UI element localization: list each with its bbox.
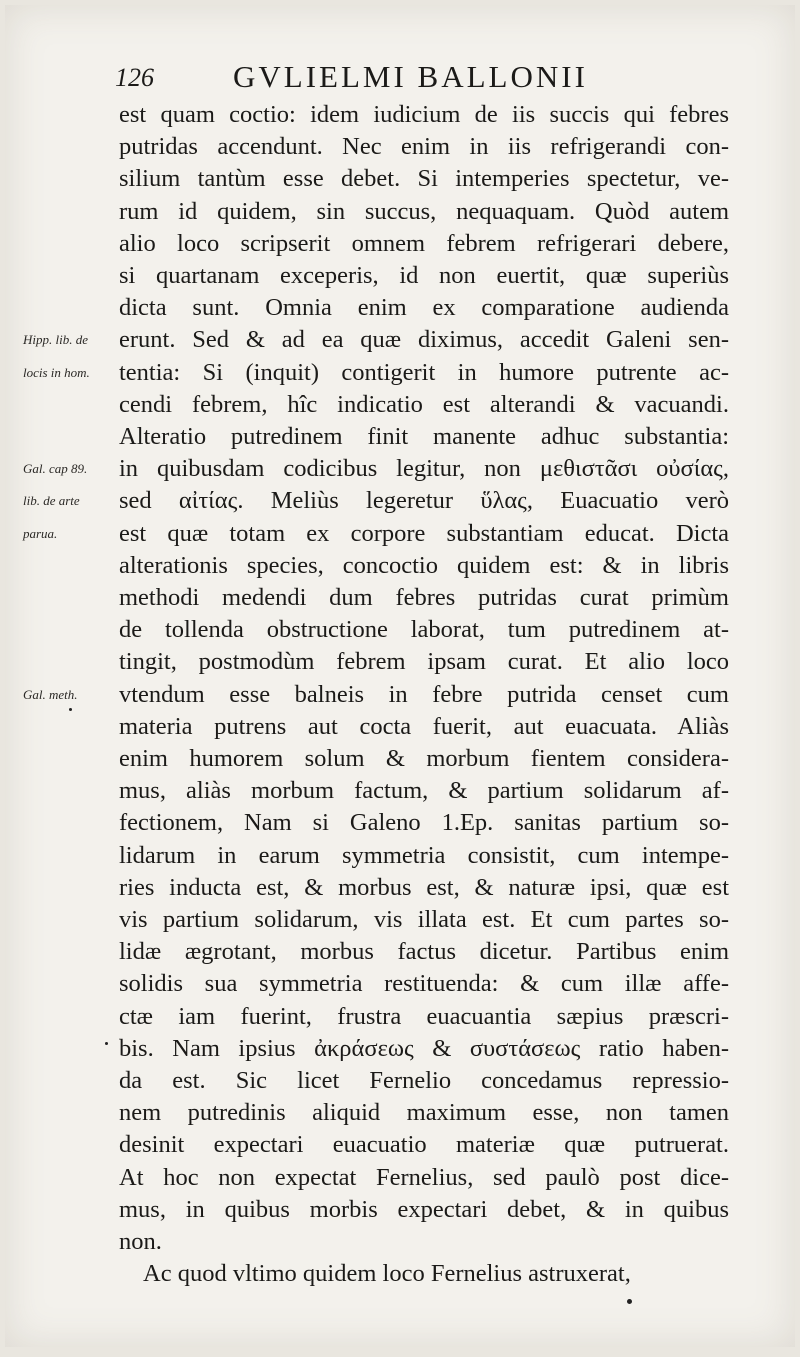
page-number: 126 bbox=[115, 63, 154, 92]
text-line: Ac quod vltimo quidem loco Fernelius astruxerat, bbox=[143, 1260, 631, 1287]
text-line: in quibusdam codicibus legitur, non μεθιστᾶσι οὐσίας, bbox=[119, 455, 729, 482]
ink-speck bbox=[105, 1042, 108, 1045]
book-page bbox=[5, 5, 795, 1347]
margin-note: Gal. meth. bbox=[23, 687, 78, 702]
text-line: sed αἰτίας. Meliùs legeretur ὕλας, Euacuatio verò bbox=[119, 487, 729, 514]
margin-note: locis in hom. bbox=[23, 365, 90, 380]
margin-note: Hipp. lib. de bbox=[23, 332, 88, 347]
text-line: solidis sua symmetria restituenda: & cum illæ affe- bbox=[119, 970, 729, 997]
text-line: putridas accendunt. Nec enim in iis refrigerandi con- bbox=[119, 133, 729, 160]
text-line: materia putrens aut cocta fuerit, aut euacuata. Aliàs bbox=[119, 713, 729, 740]
page-header bbox=[115, 55, 735, 99]
text-line: Alteratio putredinem finit manente adhuc substantia: bbox=[119, 423, 729, 450]
text-line: vtendum esse balneis in febre putrida censet cum bbox=[119, 681, 729, 708]
text-line: erunt. Sed & ad ea quæ diximus, accedit Galeni sen- bbox=[119, 326, 729, 353]
ink-speck bbox=[627, 1299, 632, 1304]
text-line: tentia: Si (inquit) contigerit in humore putrente ac- bbox=[119, 359, 729, 386]
text-line: ries inducta est, & morbus est, & naturæ ipsi, quæ est bbox=[119, 874, 729, 901]
text-line: fectionem, Nam si Galeno 1.Ep. sanitas partium so- bbox=[119, 809, 729, 836]
text-line: da est. Sic licet Fernelio concedamus repressio- bbox=[119, 1067, 729, 1094]
text-line: At hoc non expectat Fernelius, sed paulò post dice- bbox=[119, 1164, 729, 1191]
text-line: vis partium solidarum, vis illata est. Et cum partes so- bbox=[119, 906, 729, 933]
text-line: nem putredinis aliquid maximum esse, non tamen bbox=[119, 1099, 729, 1126]
text-line: mus, in quibus morbis expectari debet, & in quibus bbox=[119, 1196, 729, 1223]
text-line: mus, aliàs morbum factum, & partium solidarum af- bbox=[119, 777, 729, 804]
text-line: enim humorem solum & morbum fientem considera- bbox=[119, 745, 729, 772]
text-line: de tollenda obstructione laborat, tum putredinem at- bbox=[119, 616, 729, 643]
ink-speck bbox=[69, 708, 72, 711]
text-line: non. bbox=[119, 1228, 162, 1255]
text-line: lidarum in earum symmetria consistit, cum intempe- bbox=[119, 842, 729, 869]
text-line: dicta sunt. Omnia enim ex comparatione audienda bbox=[119, 294, 729, 321]
text-line: est quam coctio: idem iudicium de iis succis qui febres bbox=[119, 101, 729, 128]
text-line: alio loco scripserit omnem febrem refrigerari debere, bbox=[119, 230, 729, 257]
text-line: bis. Nam ipsius ἀκράσεως & συστάσεως ratio haben- bbox=[119, 1035, 729, 1062]
margin-note: parua. bbox=[23, 526, 58, 541]
text-line: si quartanam exceperis, id non euertit, quæ superiùs bbox=[119, 262, 729, 289]
text-line: rum id quidem, sin succus, nequaquam. Quòd autem bbox=[119, 198, 729, 225]
text-line: alterationis species, concoctio quidem est: & in libris bbox=[119, 552, 729, 579]
margin-note: Gal. cap 89. bbox=[23, 461, 88, 476]
text-line: methodi medendi dum febres putridas curat primùm bbox=[119, 584, 729, 611]
text-line: est quæ totam ex corpore substantiam educat. Dicta bbox=[119, 520, 729, 547]
margin-note: lib. de arte bbox=[23, 493, 80, 508]
text-line: desinit expectari euacuatio materiæ quæ putruerat. bbox=[119, 1131, 729, 1158]
text-line: cendi febrem, hîc indicatio est alterandi & vacuandi. bbox=[119, 391, 729, 418]
text-line: silium tantùm esse debet. Si intemperies spectetur, ve- bbox=[119, 165, 729, 192]
text-line: tingit, postmodùm febrem ipsam curat. Et alio loco bbox=[119, 648, 729, 675]
text-line: lidæ ægrotant, morbus factus dicetur. Partibus enim bbox=[119, 938, 729, 965]
text-line: ctæ iam fuerint, frustra euacuantia sæpius præscri- bbox=[119, 1003, 729, 1030]
running-head: GVLIELMI BALLONII bbox=[233, 59, 588, 94]
